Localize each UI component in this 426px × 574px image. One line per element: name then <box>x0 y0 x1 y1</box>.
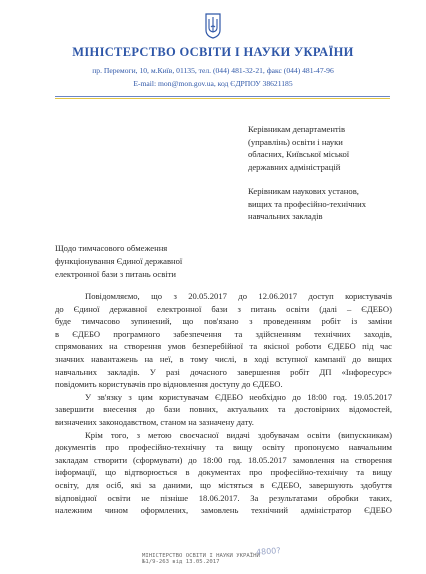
recipient-line: (управлінь) освіти і науки <box>248 136 343 147</box>
letterhead-rule-blue <box>55 96 390 97</box>
stamp-line-number: №1/9-263 від 13.05.2017 <box>142 559 220 566</box>
recipient-line: обласних, Київської міської <box>248 149 350 159</box>
recipient-block-departments <box>248 123 418 173</box>
body-line: освіту, для осіб, які за даними, що містяться в ЄДЕБО, завершують здобуття <box>55 479 392 490</box>
body-line: закладам створити (сформувати) до 18:00 год. 18.05.2017 замовлення на створення <box>55 454 392 465</box>
subject-line: Щодо тимчасового обмеження <box>55 243 168 253</box>
body-line: Повідомляємо, що з 20.05.2017 до 12.06.2017 доступ користувачів <box>85 291 392 301</box>
ministry-name: МІНІСТЕРСТВО ОСВІТИ І НАУКИ УКРАЇНИ <box>72 45 354 59</box>
body-line: до Єдиної державної електронної бази з питань освіти (далі – ЄДЕБО) <box>55 303 392 314</box>
recipient-line: Керівникам департаментів <box>248 124 346 134</box>
subject-line: функціонування Єдиної державної <box>55 256 183 266</box>
body-line: навчальних закладів. У разі дочасного завершення робіт ДП «Інфоресурс» <box>55 366 392 377</box>
recipient-line: навчальних закладів <box>248 211 323 221</box>
body-paragraph-1 <box>55 290 392 391</box>
stamp-line-ministry: МІНІСТЕРСТВО ОСВІТИ І НАУКИ УКРАЇНИ <box>142 553 260 559</box>
letterhead-contacts <box>0 64 426 90</box>
recipient-block-institutions <box>248 185 418 223</box>
body-line: Крім того, з метою своєчасної видачі здобувачам освіти (випускникам) <box>85 429 392 440</box>
body-line: інформації, що відтворюється в документах про професійно-технічну та вищу <box>55 467 392 478</box>
body-line: належним чином оформлених, замовлень технічний адміністратор ЄДЕБО <box>55 505 392 516</box>
body-line: документів про професійно-технічну та вищу освіту пропонуємо навчальним <box>55 442 392 453</box>
subject-line: електронної бази з питань освіти <box>55 269 177 279</box>
recipient-line: Керівникам наукових установ, <box>248 186 359 196</box>
body-line: відповідної освіти не пізніше 18.06.2017. За результатами обробки таких, <box>55 492 392 503</box>
letterhead-rule-yellow <box>55 98 390 99</box>
body-line: значних навантажень на неї, в тому числі, в ході вступної кампанії до вищих <box>55 353 392 364</box>
body-paragraph-3 <box>55 429 392 517</box>
body-line: завершити внесення до бази повних, актуальних та достовірних відомостей, <box>55 404 392 415</box>
handwritten-number: 4800? <box>255 546 281 557</box>
body-line: повідомить користувачів про відновлення доступу до ЄДЕБО. <box>55 379 283 390</box>
letter-subject <box>55 242 255 281</box>
body-line: У зв'язку з цим користувачам ЄДЕБО необхідно до 18:00 год. 19.05.2017 <box>85 391 392 402</box>
letter-body <box>55 290 392 517</box>
body-paragraph-2 <box>55 391 392 429</box>
registration-stamp <box>142 553 260 566</box>
recipient-line: вищих та професійно-технічних <box>248 198 367 209</box>
trident-emblem-icon <box>205 13 221 39</box>
address-line: пр. Перемоги, 10, м.Київ, 01135, тел. (044) 481-32-21, факс (044) 481-47-96 <box>92 66 334 75</box>
body-line: спрямованих на створення умов безперебійної та якісної роботи ЄДЕБО під час <box>55 341 392 352</box>
email-line: E-mail: mon@mon.gov.ua, код ЄДРПОУ 38621185 <box>133 79 293 88</box>
body-line: в ЄДЕБО програмного забезпечення та здійсненням технічних заходів, <box>55 328 392 339</box>
body-line: визначених законодавством, станом на зазначену дату. <box>55 416 254 427</box>
recipient-line: державних адміністрацій <box>248 161 341 172</box>
body-line: буде тимчасово зупинений, що пов'язано з проведенням робіт із заміни <box>55 316 392 327</box>
